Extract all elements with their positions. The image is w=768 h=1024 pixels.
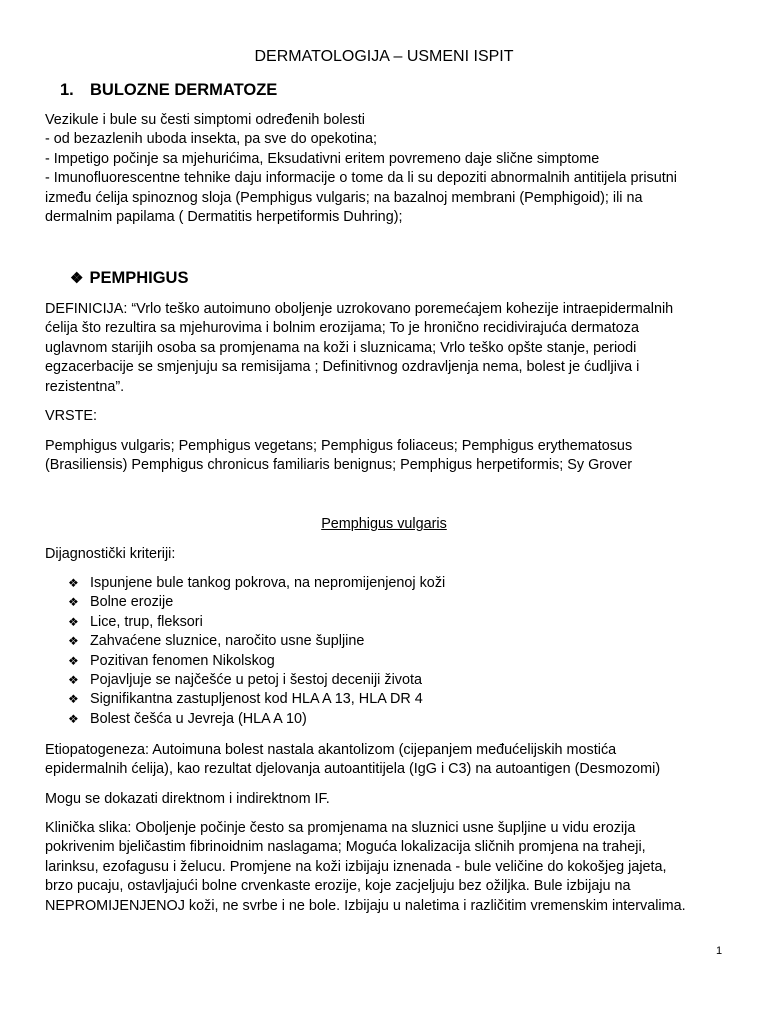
list-item	[68, 632, 445, 651]
criteria-label-text: Dijagnostički kriteriji:	[45, 546, 176, 562]
diamond-bullet-icon: ❖	[68, 653, 79, 668]
criteria-text: Pozitivan fenomen Nikolskog	[90, 652, 275, 669]
if-line: Mogu se dokazati direktnom i indirektnom IF.	[45, 791, 330, 807]
clinical-paragraph	[45, 819, 735, 916]
list-item	[68, 613, 445, 632]
definition-line: uglavnom starijih osoba sa promjenama na koži i sluznicama; Vrlo teško opšte stanje, periodi	[45, 339, 637, 356]
list-item	[68, 671, 445, 690]
criteria-text: Bolne erozije	[90, 594, 174, 611]
intro-line: - od bezazlenih uboda insekta, pa sve do opekotina;	[45, 131, 378, 148]
criteria-text: Pojavljuje se najčešće u petoj i šestoj deceniji života	[90, 672, 422, 689]
criteria-label	[45, 545, 735, 564]
criteria-text: Signifikantna zastupljenost kod HLA A 13, HLA DR 4	[90, 691, 423, 708]
diamond-bullet-icon: ❖	[68, 576, 79, 590]
diamond-bullet-icon: ❖	[70, 270, 84, 287]
definition-paragraph	[45, 300, 735, 397]
clinical-line: NEPROMIJENJENOJ koži, ne svrbe i ne bole. Izbijaju u naletima i različitim vremenskim intervalima.	[45, 897, 686, 914]
diamond-bullet-icon: ❖	[68, 595, 79, 610]
subsection-title-pemphigus-vulgaris: Pemphigus vulgaris	[321, 516, 447, 532]
intro-line: između ćelija spinoznog sloja (Pemphigus vulgaris; na bazalnoj membrani (Pemphigoid); ili na	[45, 189, 643, 206]
etiology-line: epidermalnih ćelija), kao rezultat djelovanja autoantitijela (IgG i C3) na autoantigen (Desmozomi)	[45, 761, 661, 778]
section-heading-text: PEMPHIGUS	[89, 269, 189, 287]
criteria-text: Ispunjene bule tankog pokrova, na nepromijenjenoj koži	[90, 575, 446, 591]
etiology-line: Etiopatogeneza: Autoimuna bolest nastala akantolizom (cijepanjem međućelijskih mostića	[45, 742, 617, 758]
intro-line: - Imunofluorescentne tehnike daju informacije o tome da li su depoziti abnormalnih antitijela prisutni	[45, 170, 677, 187]
definition-line: DEFINICIJA: “Vrlo teško autoimuno oboljenje uzrokovano poremećajem kohezije intraepidermalnih	[45, 301, 674, 317]
diamond-bullet-icon: ❖	[68, 634, 79, 649]
section-heading-pemphigus	[70, 269, 188, 288]
intro-line: dermalnim papilama ( Dermatitis herpetiformis Duhring);	[45, 209, 403, 226]
section-number: 1.	[60, 81, 74, 99]
definition-line: ćelija što rezultira sa mjehurovima i bolnim erozijama; To je hronično recidivirajuća dermatoza	[45, 320, 639, 337]
list-item	[68, 690, 445, 709]
document-title: DERMATOLOGIJA – USMENI ISPIT	[254, 48, 514, 65]
diamond-bullet-icon: ❖	[68, 711, 79, 726]
types-paragraph	[45, 437, 735, 476]
diamond-bullet-icon: ❖	[68, 673, 79, 688]
list-item	[68, 652, 445, 671]
criteria-text: Lice, trup, fleksori	[90, 613, 203, 630]
intro-line: Vezikule i bule su česti simptomi određenih bolesti	[45, 112, 365, 128]
clinical-line: larinksu, ezofagusu i želucu. Promjene na koži izbijaju iznenada - bule veličine do kokošjeg jajeta,	[45, 858, 667, 875]
definition-line: egzacerbacije se smjenjuju sa remisijama ; Definitivnog ozdravljenja nema, bolest je ćudljiva i	[45, 359, 640, 376]
criteria-list	[68, 574, 445, 729]
criteria-text: Zahvaćene sluznice, naročito usne šupljine	[90, 633, 365, 650]
intro-paragraph	[45, 111, 735, 227]
list-item	[68, 574, 445, 593]
if-paragraph	[45, 790, 735, 809]
section-heading-text: BULOZNE DERMATOZE	[90, 81, 278, 99]
clinical-line: Klinička slika: Oboljenje počinje često sa promjenama na sluznici usne šupljine u vidu erozija	[45, 820, 636, 836]
clinical-line: brzo pucaju, ostavljajući bolne crvenkaste erozije, koje zacjeljuju bez ožiljka. Bule izbijaju na	[45, 878, 631, 895]
types-label	[45, 407, 735, 426]
types-line: Pemphigus vulgaris; Pemphigus vegetans; Pemphigus foliaceus; Pemphigus erythematosus	[45, 438, 633, 454]
page-number: 1	[716, 945, 723, 957]
intro-line: - Impetigo počinje sa mjehurićima, Eksudativni eritem povremeno daje slične simptome	[45, 150, 600, 167]
definition-line: rezistentna”.	[45, 378, 125, 395]
list-item	[68, 710, 445, 729]
list-item	[68, 593, 445, 612]
section-heading-bulozne-dermatoze	[60, 81, 277, 100]
types-line: (Brasiliensis) Pemphigus chronicus familiaris benignus; Pemphigus herpetiformis; Sy Grover	[45, 457, 633, 474]
diamond-bullet-icon: ❖	[68, 614, 79, 629]
diamond-bullet-icon: ❖	[68, 692, 79, 707]
clinical-line: pokrivenim bjeličastim fibrinoidnim naslagama; Moguća lokalizacija sličnih promjena na traheji,	[45, 839, 646, 856]
criteria-text: Bolest češća u Jevreja (HLA A 10)	[90, 710, 307, 727]
etiology-paragraph	[45, 741, 735, 780]
types-label-text: VRSTE:	[45, 408, 97, 424]
